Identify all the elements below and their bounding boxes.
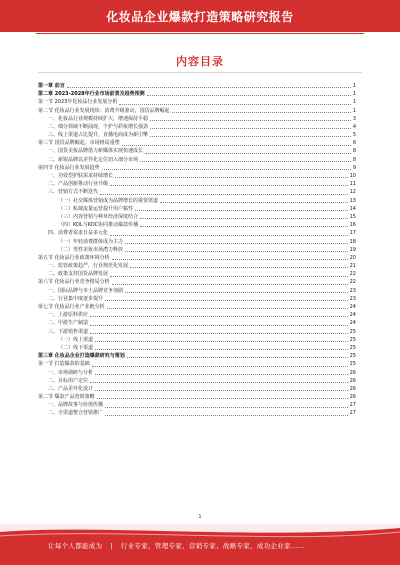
toc-entry-page: 27 [349, 402, 356, 409]
toc-entry-title: （二）线下渠道 [58, 344, 94, 351]
toc-entry-page: 1 [352, 107, 356, 114]
toc-entry[interactable] [38, 295, 356, 303]
toc-entry[interactable] [38, 328, 356, 336]
toc-entry-page: 17 [349, 230, 356, 237]
toc-dot-leader [90, 316, 348, 317]
toc-dot-leader [125, 243, 348, 244]
toc-entry-page: 6 [352, 140, 356, 147]
toc-dot-leader [150, 128, 351, 129]
toc-entry-page: 24 [349, 312, 356, 319]
toc-dot-leader [140, 161, 351, 162]
toc-entry[interactable] [38, 213, 356, 221]
toc-entry[interactable] [38, 254, 356, 262]
toc-entry-page: 25 [349, 353, 356, 360]
toc-entry-title: （四）KOL与KOC协同推动爆款传播 [58, 222, 139, 229]
toc-dot-leader [150, 136, 351, 137]
toc-entry[interactable] [38, 197, 356, 205]
toc-dot-leader [95, 374, 348, 375]
toc-entry[interactable] [38, 279, 356, 287]
header-divider [36, 33, 364, 34]
toc-entry-title: 一、国际品牌与本土品牌竞争加剧 [48, 287, 124, 294]
toc-entry[interactable] [38, 311, 356, 319]
toc-dot-leader [97, 398, 348, 399]
toc-dot-leader [150, 120, 351, 121]
toc-entry-page: 25 [349, 361, 356, 368]
toc-entry-title: 三、产品差异化设计 [48, 385, 94, 392]
toc-entry-title: 第三节 国货品牌崛起，市场格局重塑 [38, 140, 120, 147]
toc-dot-leader [95, 341, 348, 342]
toc-dot-leader [110, 276, 348, 277]
toc-entry-title: （二）私域流量运营提升用户黏性 [58, 205, 134, 212]
toc-entry[interactable] [38, 148, 356, 156]
toc-entry-page: 22 [349, 279, 356, 286]
toc-entry[interactable] [38, 393, 356, 401]
toc-dot-leader [105, 415, 348, 416]
toc-entry-page: 26 [349, 377, 356, 384]
toc-dot-leader [90, 325, 348, 326]
toc-dot-leader [140, 218, 348, 219]
toc-entry[interactable] [38, 360, 356, 368]
toc-dot-leader [122, 145, 351, 146]
toc-entry-title: 一、市场调研与分析 [48, 369, 94, 376]
toc-entry-title: 二、政策支持国货品牌发展 [48, 271, 109, 278]
toc-entry-page: 11 [349, 181, 356, 188]
toc-entry[interactable] [38, 90, 356, 98]
toc-entry-title: 第六节 化妆品行业竞争格局分析 [38, 279, 110, 286]
toc-dot-leader [125, 292, 348, 293]
toc-dot-leader [115, 177, 348, 178]
toc-entry-page: 24 [349, 320, 356, 327]
toc-entry-page: 23 [349, 295, 356, 302]
toc-entry-title: （一）线上渠道 [58, 336, 94, 343]
toc-dot-leader [112, 284, 348, 285]
toc-entry-page: 18 [349, 238, 356, 245]
toc-entry-title: 二、细分领域不断涌现，个护与彩妆增长强劲 [48, 123, 149, 130]
toc-entry-title: 一、品牌故事与价值传播 [48, 402, 104, 409]
toc-entry-title: 二、中游生产制造 [48, 320, 89, 327]
toc-entry[interactable] [38, 229, 356, 237]
toc-entry-page: 21 [349, 263, 356, 270]
toc-entry-page: 12 [349, 189, 356, 196]
toc-dot-leader [100, 194, 348, 195]
toc-dot-leader [127, 357, 348, 358]
toc-entry[interactable] [38, 377, 356, 385]
toc-dot-leader [105, 300, 348, 301]
toc-entry[interactable] [38, 131, 356, 139]
toc-dot-leader [112, 259, 348, 260]
toc-dot-leader [105, 407, 348, 408]
toc-entry-page: 10 [349, 173, 356, 180]
toc-entry-title: 四、消费者需求日益多元化 [48, 230, 109, 237]
toc-entry-title: 第一章 前言 [38, 82, 65, 89]
toc-entry-title: 二、产品创新推动行业升级 [48, 181, 109, 188]
toc-entry-page: 5 [352, 132, 356, 139]
toc-title: 内容目录 [176, 55, 224, 68]
toc-entry[interactable] [38, 82, 356, 90]
toc-entry[interactable] [38, 123, 356, 131]
toc-entry-page: 4 [352, 123, 356, 130]
toc-entry-title: 二、全渠道整合营销推广 [48, 410, 104, 417]
toc-entry-page: 26 [349, 385, 356, 392]
toc-entry-title: （三）内容营销与种草经济深度结合 [58, 213, 139, 220]
toc-entry[interactable] [38, 369, 356, 377]
toc-entry-page: 16 [349, 222, 356, 229]
footer-slogan-line: 让每个人都能成为 | 行业专家、管理专家、营销专家、战略专家、成功企业家…… [48, 542, 305, 550]
toc-dot-leader [95, 349, 348, 350]
report-header-bar [0, 0, 400, 32]
toc-entry-title: 三、线上渠道占比提升，直播电商成为新引擎 [48, 132, 149, 139]
toc-dot-leader [172, 112, 351, 113]
page-number: 1 [198, 514, 202, 520]
toc-entry[interactable] [38, 352, 356, 360]
toc-dot-leader [110, 185, 348, 186]
toc-entry-page: 20 [349, 254, 356, 261]
toc-entry[interactable] [38, 221, 356, 229]
toc-entry[interactable] [38, 205, 356, 213]
toc-entry[interactable] [38, 401, 356, 409]
toc-entry-page: 19 [349, 246, 356, 253]
toc-entry-page: 26 [349, 369, 356, 376]
toc-entry[interactable] [38, 336, 356, 344]
toc-entry-title: 一、国货美妆品牌借力新媒体实现快速成长 [48, 148, 144, 155]
toc-entry-page: 1 [352, 82, 356, 89]
toc-dot-leader [95, 390, 348, 391]
toc-entry[interactable] [38, 262, 356, 270]
toc-dot-leader [119, 104, 350, 105]
toc-dot-leader [107, 308, 348, 309]
report-footer-bar [0, 524, 400, 565]
toc-entry-title: 第七节 化妆品行业产业链分析 [38, 304, 105, 311]
toc-entry[interactable] [38, 344, 356, 352]
toc-dot-leader [135, 210, 348, 211]
toc-entry-page: 14 [349, 205, 356, 212]
toc-entry-title: 一、化妆品行业规模持续扩大，增速保持平稳 [48, 115, 149, 122]
toc-entry-page: 8 [352, 148, 356, 155]
toc-entry-page: 8 [352, 156, 356, 163]
toc-entry-title: 一、功效型护肤需求持续增长 [48, 173, 114, 180]
toc-entry-page: 1 [352, 99, 356, 106]
footer-roles: 行业专家、管理专家、营销专家、战略专家、成功企业家…… [120, 542, 305, 550]
toc-dot-leader [145, 153, 351, 154]
toc-dot-leader [90, 333, 348, 334]
toc-entry-title: 第二章 2023-2028年行业市场前景及趋势预测 [38, 91, 145, 98]
toc-entry-title: 二、行业集中度逐步提升 [48, 295, 104, 302]
toc-entry-title: 第四节 化妆品行业发展趋势 [38, 164, 100, 171]
toc-entry[interactable] [38, 270, 356, 278]
toc-entry-page: 26 [349, 394, 356, 401]
toc-entry-page: 22 [349, 271, 356, 278]
toc-entry-page: 27 [349, 410, 356, 417]
toc-entry-title: （一）社交媒体营销成为品牌增长的重要渠道 [58, 197, 159, 204]
toc-dot-leader [125, 251, 348, 252]
toc-entry[interactable] [38, 385, 356, 393]
toc-entry[interactable] [38, 139, 356, 147]
toc-dot-leader [92, 366, 348, 367]
toc-dot-leader [110, 235, 348, 236]
toc-dot-leader [102, 169, 351, 170]
toc-dot-leader [90, 382, 348, 383]
toc-dot-leader [67, 87, 351, 88]
toc-entry[interactable] [38, 287, 356, 295]
toc-entry[interactable] [38, 156, 356, 164]
toc-entry-title: 第一节 2023年化妆品行业发展分析 [38, 99, 118, 106]
toc-entry-page: 23 [349, 287, 356, 294]
toc-entry-page: 25 [349, 344, 356, 351]
toc-entry-title: 二、新锐品牌以差异化定位切入细分市场 [48, 156, 139, 163]
toc-entry-title: （二）男性美妆市场潜力释放 [58, 246, 124, 253]
toc-entry-title: 三、营销方式不断迭代 [48, 189, 99, 196]
toc-entry[interactable] [38, 172, 356, 180]
toc-entry[interactable] [38, 115, 356, 123]
report-title: 化妆品企业爆款打造策略研究报告 [106, 9, 294, 24]
toc-dot-leader [140, 226, 347, 227]
toc-entry[interactable] [38, 238, 356, 246]
toc-entry-title: 一、上游原料供应 [48, 312, 89, 319]
toc-entry[interactable] [38, 164, 356, 172]
toc-entry[interactable] [38, 246, 356, 254]
toc-entry-title: 第三章 化妆品企业打造爆款研究与策划 [38, 353, 125, 360]
toc-entry[interactable] [38, 180, 356, 188]
toc-entry[interactable] [38, 107, 356, 115]
toc-entry-title: （一）年轻消费群体成为主力 [58, 238, 124, 245]
toc-entry[interactable] [38, 303, 356, 311]
toc-entry[interactable] [38, 188, 356, 196]
toc-entry-page: 13 [349, 197, 356, 204]
toc-entry[interactable] [38, 319, 356, 327]
toc-entry-title: 第二节 化妆品行业发展现状：消费升级驱动，国货品牌崛起 [38, 107, 170, 114]
toc-entry-page: 25 [349, 336, 356, 343]
toc-entry-page: 1 [352, 91, 356, 98]
toc-entry-title: 一、监管政策趋严，行业规范化发展 [48, 263, 129, 270]
toc-entry-title: 三、下游销售渠道 [48, 328, 89, 335]
toc-entry-title: 第五节 化妆品行业政策环境分析 [38, 254, 110, 261]
table-of-contents [38, 82, 356, 418]
toc-dot-leader [160, 202, 348, 203]
toc-entry[interactable] [38, 98, 356, 106]
toc-entry[interactable] [38, 410, 356, 418]
toc-entry-title: 第一节 打造爆款的基础 [38, 361, 90, 368]
toc-entry-page: 15 [349, 213, 356, 220]
toc-entry-title: 二、目标用户定位 [48, 377, 89, 384]
toc-dot-leader [130, 267, 348, 268]
toc-entry-page: 24 [349, 304, 356, 311]
toc-dot-leader [147, 95, 351, 96]
toc-entry-page: 25 [349, 328, 356, 335]
toc-title-divider [38, 72, 362, 73]
footer-slogan: 让每个人都能成为 [48, 542, 103, 550]
toc-entry-page: 9 [352, 164, 356, 171]
toc-entry-page: 3 [352, 115, 356, 122]
toc-entry-title: 第二节 爆款产品营销策略 [38, 394, 95, 401]
